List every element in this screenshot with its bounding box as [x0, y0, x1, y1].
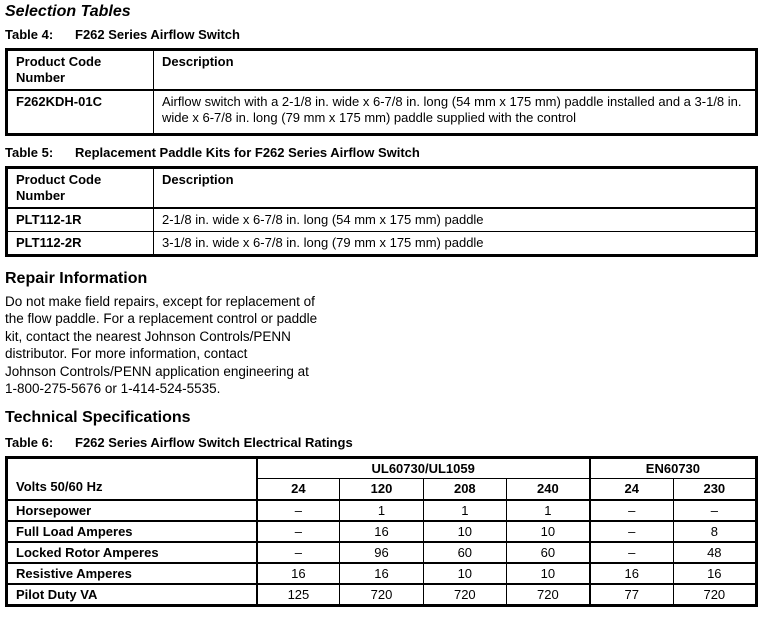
table6-group-en60730: EN60730: [590, 457, 757, 478]
table6-label: Table 6:: [5, 434, 54, 450]
table6-row3-label: Resistive Amperes: [7, 563, 257, 584]
technical-specifications-heading: Technical Specifications: [5, 408, 191, 426]
table5-title: [5, 146, 760, 160]
table5-header-description: Description: [154, 167, 757, 208]
table5-replacement-paddle-kits: [5, 166, 758, 257]
table4-title: [5, 28, 760, 42]
table5-caption: Replacement Paddle Kits for F262 Series Airflow Switch: [75, 144, 420, 160]
table-row: [7, 231, 757, 255]
table-row: [7, 208, 757, 232]
table4-airflow-switch: [5, 48, 758, 136]
table5-row0-description: 2-1/8 in. wide x 6-7/8 in. long (54 mm x 175 mm) paddle: [154, 208, 757, 232]
table4-header-row: [7, 50, 757, 91]
table6-col-ul-24: 24: [257, 478, 340, 500]
paragraph-line: Johnson Controls/PENN application engineering at: [5, 363, 309, 379]
table6-row4-val5: 720: [673, 584, 756, 606]
table6-row4-val3: 720: [506, 584, 589, 606]
table6-row4-val0: 125: [257, 584, 340, 606]
table6-row2-val1: 96: [340, 542, 423, 563]
table4-header-product-code: Product Code Number: [7, 50, 154, 91]
table6-row3-val1: 16: [340, 563, 423, 584]
table4-caption: F262 Series Airflow Switch: [75, 27, 240, 42]
table6-group-ul60730-ul1059: UL60730/UL1059: [257, 457, 590, 478]
table6-row0-val1: 1: [340, 500, 423, 521]
table6-row1-label: Full Load Amperes: [7, 521, 257, 542]
table6-row4-val4: 77: [590, 584, 673, 606]
table6-title: [5, 436, 760, 450]
table6-row2-val5: 48: [673, 542, 756, 563]
repair-information-heading: Repair Information: [5, 269, 148, 287]
table5-row0-code: PLT112-1R: [7, 208, 154, 232]
table6-row1-val3: 10: [506, 521, 589, 542]
table6-row2-label: Locked Rotor Amperes: [7, 542, 257, 563]
table6-row1-val0: –: [257, 521, 340, 542]
paragraph-line: the flow paddle. For a replacement control or paddle: [5, 311, 318, 326]
table6-col-ul-208: 208: [423, 478, 506, 500]
table6-row0-val3: 1: [506, 500, 589, 521]
table6-row1-val1: 16: [340, 521, 423, 542]
table-row: [7, 90, 757, 134]
table5-row1-code: PLT112-2R: [7, 231, 154, 255]
table6-caption: F262 Series Airflow Switch Electrical Ratings: [75, 434, 353, 450]
table4-row0-code: F262KDH-01C: [7, 90, 154, 134]
table6-row1-val2: 10: [423, 521, 506, 542]
table6-row2-val3: 60: [506, 542, 589, 563]
table6-row3-val4: 16: [590, 563, 673, 584]
table6-row0-val4: –: [590, 500, 673, 521]
table4-header-description: Description: [154, 50, 757, 91]
table6-row4-label: Pilot Duty VA: [7, 584, 257, 606]
table6-row3-val2: 10: [423, 563, 506, 584]
table6-row2-val0: –: [257, 542, 340, 563]
table6-group-header-row: [7, 457, 757, 478]
table-row-full-load-amperes: [7, 521, 757, 542]
table6-col-ul-120: 120: [340, 478, 423, 500]
table5-row1-description: 3-1/8 in. wide x 6-7/8 in. long (79 mm x 175 mm) paddle: [154, 231, 757, 255]
paragraph-line: Do not make field repairs, except for replacement of: [5, 293, 315, 309]
table6-corner-volts: Volts 50/60 Hz: [7, 457, 257, 500]
table6-row2-val2: 60: [423, 542, 506, 563]
table5-header-row: [7, 167, 757, 208]
table6-row4-val1: 720: [340, 584, 423, 606]
table6-row0-val5: –: [673, 500, 756, 521]
table6-row0-label: Horsepower: [7, 500, 257, 521]
paragraph-line: 1-800-275-5676 or 1-414-524-5535.: [5, 381, 221, 396]
table-row-horsepower: [7, 500, 757, 521]
table6-row3-val0: 16: [257, 563, 340, 584]
table5-label: Table 5:: [5, 144, 54, 160]
table6-row0-val0: –: [257, 500, 340, 521]
table-row-pilot-duty-va: [7, 584, 757, 606]
table6-row0-val2: 1: [423, 500, 506, 521]
table6-col-en-230: 230: [673, 478, 756, 500]
table5-header-product-code: Product Code Number: [7, 167, 154, 208]
paragraph-line: distributor. For more information, contact: [5, 346, 248, 361]
table-row-resistive-amperes: [7, 563, 757, 584]
table6-col-ul-240: 240: [506, 478, 589, 500]
selection-tables-heading: Selection Tables: [5, 3, 131, 20]
table6-row3-val3: 10: [506, 563, 589, 584]
table6-row4-val2: 720: [423, 584, 506, 606]
paragraph-line: kit, contact the nearest Johnson Controls/PENN: [5, 328, 291, 344]
table4-label: Table 4:: [5, 27, 54, 42]
table6-row1-val5: 8: [673, 521, 756, 542]
table-row-locked-rotor-amperes: [7, 542, 757, 563]
table6-col-en-24: 24: [590, 478, 673, 500]
table6-electrical-ratings: [5, 456, 758, 608]
table4-row0-description: Airflow switch with a 2-1/8 in. wide x 6-7/8 in. long (54 mm x 175 mm) paddle installed and a 3-1/8 in. wide x 6-7/8 in. long (79 mm x 175 mm) paddle supplied with the control: [154, 90, 757, 134]
table6-row1-val4: –: [590, 521, 673, 542]
table6-row3-val5: 16: [673, 563, 756, 584]
table6-row2-val4: –: [590, 542, 673, 563]
repair-information-paragraph: [5, 293, 760, 398]
